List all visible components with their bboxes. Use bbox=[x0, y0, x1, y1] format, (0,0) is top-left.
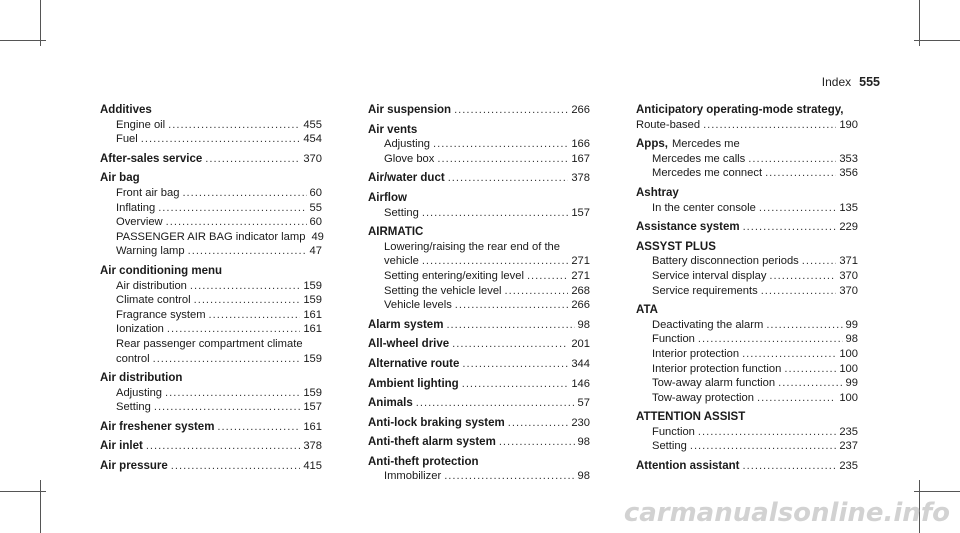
index-subentry bbox=[368, 298, 590, 313]
index-entry bbox=[368, 377, 590, 392]
index-subentry bbox=[100, 337, 322, 352]
index-heading bbox=[100, 371, 322, 386]
leader-dots bbox=[765, 166, 836, 181]
index-entry bbox=[368, 416, 590, 431]
page-reference[interactable]: 266 bbox=[571, 299, 590, 312]
page-reference[interactable]: 235 bbox=[839, 425, 858, 438]
index-entry bbox=[368, 455, 590, 484]
page-reference[interactable]: 166 bbox=[571, 138, 590, 151]
index-subentry bbox=[636, 152, 858, 167]
page-reference[interactable]: 415 bbox=[303, 460, 322, 473]
leader-dots bbox=[454, 103, 568, 118]
page-reference[interactable]: 49 bbox=[311, 230, 324, 243]
page-reference[interactable]: 344 bbox=[571, 357, 590, 370]
index-subentry bbox=[100, 386, 322, 401]
entry-text: Glove box bbox=[384, 152, 435, 165]
leader-dots bbox=[784, 362, 836, 377]
entry-text: Apps, bbox=[636, 138, 668, 151]
leader-dots bbox=[190, 279, 300, 294]
page-reference[interactable]: 100 bbox=[839, 347, 858, 360]
watermark: carmanualsonline.info bbox=[623, 498, 950, 528]
entry-text: Interior protection function bbox=[652, 362, 782, 375]
index-entry bbox=[368, 337, 590, 352]
entry-text: Deactivating the alarm bbox=[652, 318, 764, 331]
page-reference[interactable]: 60 bbox=[309, 216, 322, 229]
leader-dots bbox=[194, 293, 301, 308]
page-reference[interactable]: 268 bbox=[571, 284, 590, 297]
leader-dots bbox=[153, 352, 301, 367]
page-reference[interactable]: 98 bbox=[845, 333, 858, 346]
entry-text: ATA bbox=[636, 304, 658, 317]
entry-text: Anti-theft alarm system bbox=[368, 436, 496, 449]
leader-dots bbox=[167, 322, 300, 337]
entry-text: Tow-away protection bbox=[652, 391, 754, 404]
leader-dots bbox=[766, 318, 842, 333]
index-heading bbox=[100, 439, 322, 454]
entry-text: Engine oil bbox=[116, 118, 166, 131]
index-column-1 bbox=[100, 103, 322, 479]
index-subentry bbox=[636, 362, 858, 377]
page-reference[interactable]: 378 bbox=[571, 172, 590, 185]
index-heading bbox=[636, 137, 858, 152]
index-entry bbox=[100, 420, 322, 435]
leader-dots bbox=[778, 376, 842, 391]
index-subentry bbox=[100, 201, 322, 216]
entry-text: Immobilizer bbox=[384, 470, 442, 483]
entry-text: Additives bbox=[100, 104, 152, 116]
index-subentry bbox=[100, 293, 322, 308]
entry-text: Air vents bbox=[368, 123, 418, 136]
index-heading bbox=[636, 240, 858, 255]
index-entry bbox=[100, 459, 322, 474]
entry-text: Assistance system bbox=[636, 221, 740, 234]
entry-text: After-sales service bbox=[100, 152, 203, 165]
leader-dots bbox=[748, 152, 836, 167]
index-entry bbox=[368, 191, 590, 220]
entry-text: Service interval display bbox=[652, 269, 767, 282]
leader-dots bbox=[166, 215, 307, 230]
index-subentry bbox=[636, 201, 858, 216]
leader-dots bbox=[422, 206, 568, 221]
page-reference[interactable]: 271 bbox=[571, 255, 590, 268]
index-heading bbox=[100, 152, 322, 167]
index-heading bbox=[636, 103, 858, 118]
entry-text-extra: Mercedes me bbox=[671, 138, 740, 151]
index-entry bbox=[636, 303, 858, 405]
entry-text: Anticipatory operating-mode strategy, bbox=[636, 104, 844, 116]
crop-mark bbox=[914, 40, 960, 41]
page-reference[interactable]: 229 bbox=[839, 221, 858, 234]
entry-text: Setting bbox=[652, 440, 687, 453]
index-subentry bbox=[636, 166, 858, 181]
index-subentry bbox=[100, 186, 322, 201]
leader-dots bbox=[455, 298, 569, 313]
index-subentry bbox=[636, 391, 858, 406]
page-reference[interactable]: 57 bbox=[577, 397, 590, 410]
entry-text: Vehicle levels bbox=[384, 299, 452, 312]
leader-dots bbox=[757, 391, 836, 406]
leader-dots bbox=[802, 254, 837, 269]
entry-text: Attention assistant bbox=[636, 460, 740, 473]
entry-text: Fragrance system bbox=[116, 308, 206, 321]
leader-dots bbox=[698, 332, 843, 347]
index-heading bbox=[368, 357, 590, 372]
page-reference[interactable]: 454 bbox=[303, 133, 322, 146]
page-reference[interactable]: 99 bbox=[845, 318, 858, 331]
leader-dots bbox=[527, 269, 568, 284]
page-reference[interactable]: 235 bbox=[839, 460, 858, 473]
leader-dots bbox=[769, 269, 836, 284]
page-reference[interactable]: 356 bbox=[839, 167, 858, 180]
leader-dots bbox=[217, 420, 300, 435]
leader-dots bbox=[165, 386, 300, 401]
entry-text: Adjusting bbox=[384, 138, 431, 151]
page-reference[interactable]: 146 bbox=[571, 377, 590, 390]
entry-text: Adjusting bbox=[116, 386, 163, 399]
index-subentry bbox=[636, 439, 858, 454]
page-reference[interactable]: 190 bbox=[839, 118, 858, 131]
leader-dots bbox=[146, 439, 301, 454]
entry-text: PASSENGER AIR BAG indicator lamp bbox=[116, 230, 306, 243]
index-heading bbox=[368, 103, 590, 118]
index-heading bbox=[636, 220, 858, 235]
index-entry bbox=[368, 357, 590, 372]
leader-dots bbox=[698, 425, 836, 440]
entry-text: All-wheel drive bbox=[368, 338, 450, 351]
index-entry bbox=[636, 137, 858, 181]
leader-dots bbox=[462, 357, 568, 372]
index-entry bbox=[368, 123, 590, 167]
index-column-3 bbox=[636, 103, 858, 479]
entry-text: Air distribution bbox=[116, 279, 187, 292]
page-reference[interactable]: 371 bbox=[839, 255, 858, 268]
index-subentry bbox=[368, 240, 590, 255]
page-reference[interactable]: 157 bbox=[303, 401, 322, 414]
page-reference[interactable]: 47 bbox=[309, 245, 322, 258]
page-reference[interactable]: 135 bbox=[839, 201, 858, 214]
index-subentry bbox=[368, 469, 590, 484]
index-column-2 bbox=[368, 103, 590, 489]
index-entry bbox=[636, 103, 858, 132]
entry-text: In the center console bbox=[652, 201, 756, 214]
index-heading bbox=[636, 118, 858, 133]
entry-text: Ambient lighting bbox=[368, 377, 459, 390]
leader-dots bbox=[158, 201, 306, 216]
leader-dots bbox=[446, 318, 574, 333]
index-entry bbox=[100, 103, 322, 147]
entry-text: Function bbox=[652, 425, 695, 438]
page-reference[interactable]: 100 bbox=[839, 362, 858, 375]
leader-dots bbox=[433, 137, 568, 152]
index-heading bbox=[368, 191, 590, 206]
entry-text: Animals bbox=[368, 397, 413, 410]
index-entry bbox=[368, 103, 590, 118]
page-reference[interactable]: 99 bbox=[845, 377, 858, 390]
leader-dots bbox=[743, 220, 837, 235]
page-reference[interactable]: 55 bbox=[309, 201, 322, 214]
page-reference[interactable]: 159 bbox=[303, 294, 322, 307]
leader-dots bbox=[205, 152, 300, 167]
index-subentry bbox=[100, 118, 322, 133]
crop-mark bbox=[0, 491, 46, 492]
leader-dots bbox=[499, 435, 575, 450]
index-subentry bbox=[636, 376, 858, 391]
entry-text: Interior protection bbox=[652, 347, 740, 360]
index-heading bbox=[636, 186, 858, 201]
leader-dots bbox=[188, 244, 307, 259]
entry-text: Setting bbox=[384, 206, 419, 219]
index-subentry bbox=[368, 254, 590, 269]
index-entry bbox=[368, 225, 590, 313]
page-reference[interactable]: 98 bbox=[577, 436, 590, 449]
page-reference[interactable]: 266 bbox=[571, 104, 590, 116]
entry-text: Alternative route bbox=[368, 357, 460, 370]
page-reference[interactable]: 201 bbox=[571, 338, 590, 351]
entry-text: AIRMATIC bbox=[368, 226, 424, 239]
index-heading bbox=[368, 318, 590, 333]
page-reference[interactable]: 161 bbox=[303, 323, 322, 336]
entry-text: Fuel bbox=[116, 133, 138, 146]
entry-text: Setting bbox=[116, 401, 151, 414]
index-heading bbox=[636, 303, 858, 318]
page-reference[interactable]: 159 bbox=[303, 279, 322, 292]
index-heading bbox=[368, 123, 590, 138]
entry-text: Warning lamp bbox=[116, 245, 185, 258]
page-reference[interactable]: 157 bbox=[571, 206, 590, 219]
index-subentry bbox=[636, 347, 858, 362]
page-reference[interactable]: 230 bbox=[571, 416, 590, 429]
index-subentry bbox=[368, 284, 590, 299]
index-subentry bbox=[368, 152, 590, 167]
crop-mark bbox=[40, 480, 41, 533]
entry-text: Ionization bbox=[116, 323, 164, 336]
page-reference[interactable]: 237 bbox=[839, 440, 858, 453]
entry-text: Air conditioning menu bbox=[100, 264, 223, 277]
leader-dots bbox=[703, 118, 836, 133]
index-entry bbox=[100, 264, 322, 366]
index-subentry bbox=[100, 215, 322, 230]
leader-dots bbox=[444, 469, 574, 484]
index-subentry bbox=[100, 244, 322, 259]
index-entry bbox=[636, 220, 858, 235]
index-heading bbox=[368, 435, 590, 450]
index-heading bbox=[636, 459, 858, 474]
index-heading bbox=[100, 264, 322, 279]
index-entry bbox=[368, 318, 590, 333]
index-entry bbox=[368, 435, 590, 450]
leader-dots bbox=[690, 439, 836, 454]
page-reference[interactable]: 100 bbox=[839, 391, 858, 404]
leader-dots bbox=[182, 186, 306, 201]
page-header bbox=[822, 75, 880, 89]
page-reference[interactable]: 98 bbox=[577, 318, 590, 331]
entry-text: Anti-theft protection bbox=[368, 455, 479, 468]
leader-dots bbox=[416, 396, 575, 411]
index-entry bbox=[636, 459, 858, 474]
index-subentry bbox=[368, 269, 590, 284]
index-subentry bbox=[636, 332, 858, 347]
page-reference[interactable]: 167 bbox=[571, 152, 590, 165]
entry-text: Tow-away alarm function bbox=[652, 377, 776, 390]
index-heading bbox=[368, 225, 590, 240]
index-subentry bbox=[368, 206, 590, 221]
leader-dots bbox=[508, 416, 569, 431]
entry-text: Mercedes me calls bbox=[652, 152, 746, 165]
crop-mark bbox=[914, 491, 960, 492]
index-heading bbox=[100, 171, 322, 186]
entry-text: Air suspension bbox=[368, 104, 452, 116]
entry-text: Anti-lock braking system bbox=[368, 416, 505, 429]
page-reference[interactable]: 271 bbox=[571, 269, 590, 282]
leader-dots bbox=[209, 308, 301, 323]
entry-text: Air/water duct bbox=[368, 172, 445, 185]
leader-dots bbox=[505, 284, 569, 299]
entry-text: Front air bag bbox=[116, 186, 180, 199]
crop-mark bbox=[0, 40, 46, 41]
index-heading bbox=[100, 420, 322, 435]
page-reference[interactable]: 159 bbox=[303, 386, 322, 399]
entry-text: Service requirements bbox=[652, 284, 758, 297]
entry-text: ATTENTION ASSIST bbox=[636, 411, 746, 424]
leader-dots bbox=[462, 377, 569, 392]
entry-text: Overview bbox=[116, 216, 163, 229]
leader-dots bbox=[154, 400, 300, 415]
index-subentry bbox=[100, 322, 322, 337]
page-reference[interactable]: 455 bbox=[303, 118, 322, 131]
page-reference[interactable]: 370 bbox=[303, 152, 322, 165]
index-heading bbox=[368, 171, 590, 186]
entry-text: Rear passenger compartment climate bbox=[116, 337, 303, 350]
leader-dots bbox=[761, 284, 837, 299]
index-subentry bbox=[636, 425, 858, 440]
index-subentry bbox=[636, 254, 858, 269]
leader-dots bbox=[171, 459, 301, 474]
entry-text: Battery disconnection periods bbox=[652, 255, 799, 268]
index-entry bbox=[636, 410, 858, 454]
index-entry bbox=[100, 171, 322, 259]
index-subentry bbox=[100, 352, 322, 367]
index-entry bbox=[100, 152, 322, 167]
leader-dots bbox=[452, 337, 568, 352]
index-heading bbox=[100, 459, 322, 474]
leader-dots bbox=[168, 118, 300, 133]
index-entry bbox=[636, 240, 858, 298]
index-heading bbox=[368, 416, 590, 431]
index-subentry bbox=[100, 230, 322, 245]
index-subentry bbox=[100, 279, 322, 294]
entry-text: control bbox=[116, 352, 150, 365]
entry-text: Alarm system bbox=[368, 318, 444, 331]
index-entry bbox=[368, 171, 590, 186]
index-heading bbox=[636, 410, 858, 425]
page-reference[interactable]: 370 bbox=[839, 269, 858, 282]
entry-text: Inflating bbox=[116, 201, 156, 214]
entry-text: Airflow bbox=[368, 191, 407, 204]
page-number: 555 bbox=[859, 75, 880, 89]
leader-dots bbox=[448, 171, 569, 186]
page-reference[interactable]: 60 bbox=[309, 186, 322, 199]
entry-text: Climate control bbox=[116, 294, 191, 307]
entry-text: Function bbox=[652, 333, 695, 346]
index-subentry bbox=[636, 318, 858, 333]
entry-text: Air distribution bbox=[100, 372, 183, 385]
index-heading bbox=[368, 377, 590, 392]
index-entry bbox=[100, 371, 322, 415]
entry-text: Setting the vehicle level bbox=[384, 284, 502, 297]
entry-text: vehicle bbox=[384, 255, 419, 268]
index-heading bbox=[368, 396, 590, 411]
header-label: Index bbox=[821, 75, 852, 89]
page-reference[interactable]: 159 bbox=[303, 352, 322, 365]
entry-text: Route-based bbox=[636, 118, 701, 131]
page-reference[interactable]: 161 bbox=[303, 308, 322, 321]
leader-dots bbox=[742, 347, 836, 362]
page-reference[interactable]: 161 bbox=[303, 420, 322, 433]
index-subentry bbox=[100, 308, 322, 323]
index-heading bbox=[368, 337, 590, 352]
leader-dots bbox=[422, 254, 569, 269]
index-entry bbox=[636, 186, 858, 215]
leader-dots bbox=[743, 459, 837, 474]
index-subentry bbox=[100, 400, 322, 415]
leader-dots bbox=[437, 152, 568, 167]
index-heading bbox=[368, 455, 590, 470]
page-reference[interactable]: 98 bbox=[577, 470, 590, 483]
index-subentry bbox=[636, 269, 858, 284]
index-subentry bbox=[636, 284, 858, 299]
index-heading bbox=[100, 103, 322, 118]
entry-text: Mercedes me connect bbox=[652, 167, 763, 180]
index-subentry bbox=[368, 137, 590, 152]
entry-text: Air inlet bbox=[100, 440, 143, 453]
index-entry bbox=[100, 439, 322, 454]
entry-text: Ashtray bbox=[636, 186, 679, 199]
leader-dots bbox=[759, 201, 836, 216]
entry-text: Air freshener system bbox=[100, 420, 215, 433]
leader-dots bbox=[141, 132, 301, 147]
entry-text: Air bag bbox=[100, 172, 140, 185]
index-entry bbox=[368, 396, 590, 411]
entry-text: Air pressure bbox=[100, 460, 168, 473]
page-reference[interactable]: 378 bbox=[303, 440, 322, 453]
entry-text: Lowering/raising the rear end of the bbox=[384, 240, 561, 253]
entry-text: Setting entering/exiting level bbox=[384, 269, 524, 282]
index-subentry bbox=[100, 132, 322, 147]
page-reference[interactable]: 370 bbox=[839, 284, 858, 297]
entry-text: ASSYST PLUS bbox=[636, 240, 716, 253]
page-reference[interactable]: 353 bbox=[839, 152, 858, 165]
